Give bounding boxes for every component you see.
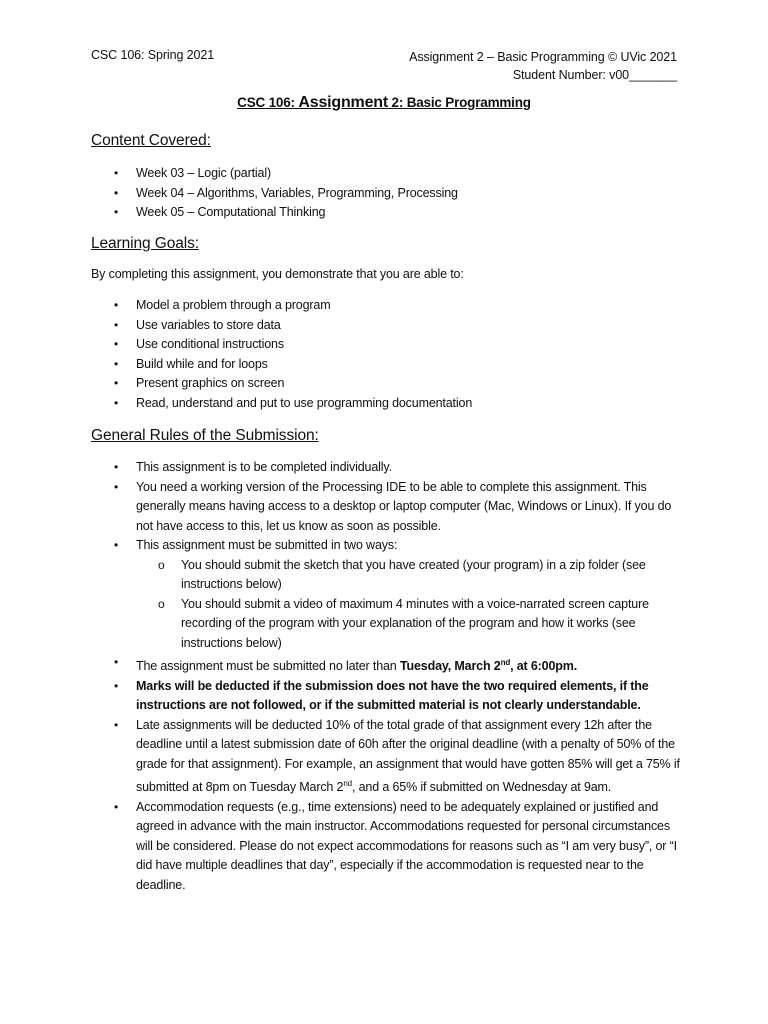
bullet-icon: • — [114, 376, 119, 390]
deadline-time: , at 6:00pm. — [510, 659, 578, 674]
header-assignment-info — [409, 48, 677, 84]
list-item: • Week 03 – Logic (partial) — [0, 164, 768, 184]
list-item: • This assignment is to be completed individually. — [0, 458, 768, 478]
list-item: • Late assignments will be deducted 10% of the total grade of that assignment every 12h after the deadline until a latest submission date of 60h after the original deadline (with a penalty of 50% of the grade for that assignment). For example, an assignment that would have gotten 85% will get a 75% if submitted at 8pm on Tuesday March 2nd, and a 65% if submitted on Wednesday at 9am. — [114, 717, 680, 795]
list-item: o You should submit the sketch that you have created (your program) in a zip folder (see instructions below) — [158, 557, 646, 591]
bullet-icon: • — [114, 298, 119, 312]
list-item: • Use variables to store data — [0, 316, 768, 336]
bullet-icon: • — [114, 356, 119, 371]
list-item: • Week 04 – Algorithms, Variables, Programming, Processing — [0, 184, 768, 204]
bullet-icon: • — [114, 317, 119, 332]
deadline-date: Tuesday, March 2 — [399, 659, 501, 674]
list-item: • Model a problem through a program — [0, 296, 768, 316]
list-item: • Build while and for loops — [0, 355, 768, 375]
learning-goals-heading: Learning Goals: — [91, 235, 199, 252]
page-title — [0, 94, 768, 112]
bullet-icon: • — [114, 205, 119, 219]
list-item: • Present graphics on screen — [0, 374, 768, 394]
content-covered-heading: Content Covered: — [91, 132, 211, 149]
title-rest: 2: Basic Programming — [387, 95, 531, 110]
bullet-icon: • — [114, 460, 119, 474]
submission-methods-list — [136, 556, 680, 654]
bullet-icon: • — [114, 655, 119, 669]
hollow-bullet-icon: o — [158, 557, 165, 572]
bullet-icon: • — [114, 678, 119, 693]
list-item: • The assignment must be submitted no later than Tuesday, March 2nd, at 6:00pm. — [114, 655, 578, 674]
marks-deduction-warning: Marks will be deducted if the submission does not have the two required elements, if the instructions are not followed, or if the submitted material is not clearly understandable. — [136, 678, 649, 713]
general-rules-heading: General Rules of the Submission: — [91, 427, 319, 444]
title-assignment-word: Assignment — [298, 94, 388, 111]
header-assignment-title: Assignment 2 – Basic Programming © UVic 2021 — [409, 50, 677, 64]
learning-goals-list — [0, 296, 768, 413]
title-course: CSC 106: — [237, 95, 299, 110]
bullet-icon: • — [114, 337, 119, 351]
bullet-icon: • — [114, 166, 119, 180]
list-item: • Use conditional instructions — [0, 335, 768, 355]
header-course: CSC 106: Spring 2021 — [91, 48, 215, 62]
bullet-icon: • — [114, 799, 119, 814]
list-item: • Accommodation requests (e.g., time extensions) need to be adequately explained or justified and agreed in advance with the main instructor. Accommodations requested for personal circumstances will be considered. Please do not expect accommodations for reasons such as “I am very busy”, or “I did have multiple deadlines that day”, especially if the accommodation is requested near to the deadline. — [114, 799, 677, 892]
bullet-icon: • — [114, 538, 119, 552]
list-item: • This assignment must be submitted in two ways: o You should submit the sketch that you have created (your program) in a zip folder (see instructions below) o You should submit a video of maximum 4 minutes with a voice-narrated screen capture recording of the program with your explanation of the program and how it works (see instructions below) — [0, 536, 768, 653]
list-item: o You should submit a video of maximum 4 minutes with a voice-narrated screen capture recording of the program with your explanation of the program and how it works (see instructions below) — [158, 596, 649, 650]
bullet-icon: • — [114, 479, 119, 494]
list-item: • Read, understand and put to use programming documentation — [0, 394, 768, 414]
list-item: • You need a working version of the Processing IDE to be able to complete this assignment. This generally means having access to a desktop or laptop computer (Mac, Windows or Linux). If you do not have access to this, let us know as soon as possible. — [114, 479, 672, 533]
general-rules-list — [0, 458, 768, 895]
bullet-icon: • — [114, 395, 119, 410]
content-covered-list — [0, 164, 768, 223]
deadline-ordinal: nd — [500, 658, 511, 667]
learning-goals-intro: By completing this assignment, you demonstrate that you are able to: — [91, 267, 464, 281]
list-item — [0, 677, 768, 716]
list-item: • Week 05 – Computational Thinking — [0, 203, 768, 223]
bullet-icon: • — [114, 717, 119, 732]
hollow-bullet-icon: o — [158, 596, 165, 611]
bullet-icon: • — [114, 185, 119, 200]
header-student-number: Student Number: v00_______ — [512, 68, 677, 82]
